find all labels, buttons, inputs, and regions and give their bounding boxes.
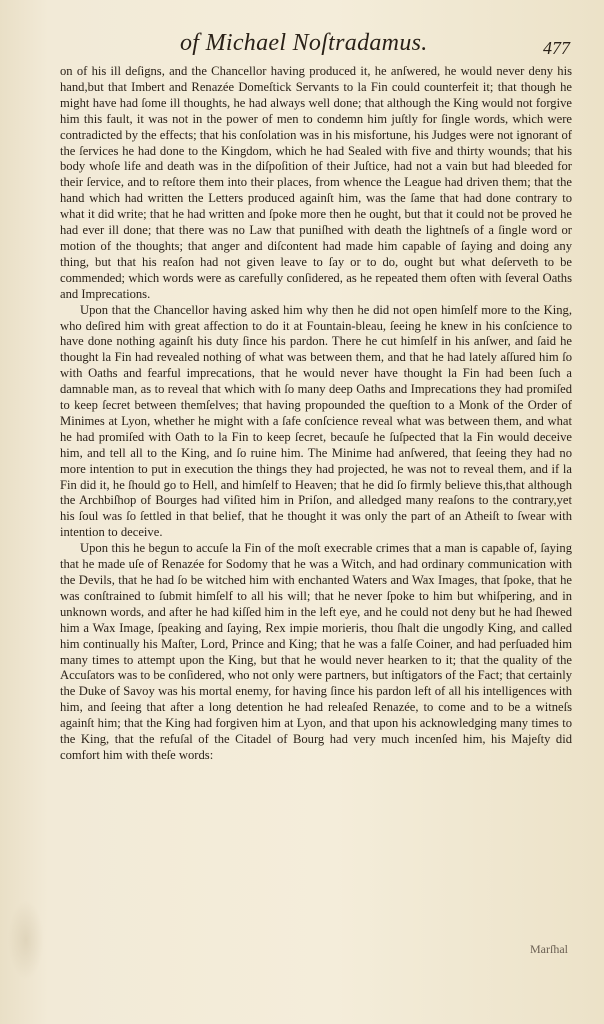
page-number: 477 xyxy=(543,38,570,58)
paragraph-3: Upon this he begun to accuſe la Fin of the moſt execrable crimes that a man is capable of, ſaying that he made uſe of Renazée for Sodomy that he was a Witch, and had ordinary communication with the Devils, that he had ſo be witched him with enchanted Waters and Wax Images, that ſpoke, that he was conſtrained to ſubmit himſelf to all his will; that he never ſpoke to him but whiſpering, and in unknown words, and after he had kiſſed him in the left eye, and he could not deny but he had ſhewed him a Wax Image, ſpeaking and ſaying, Rex impie morieris, thou ſhalt die ungodly King, and called him continually his Maſter, Lord, Prince and King; that he was a falſe Coiner, and had perſuaded him many times to attempt upon the King, but that he would never hearken to it; that the quality of the Accuſators was to be conſidered, who not only were partners, but inſtigators of the Fact; that certainly the Duke of Savoy was his mortal enemy, for having ſince his pardon left of all his intelligences with him, and ſeeing that after a long detention he had releaſed Renazée, to come and to be a witneſs againſt him; that the King had forgiven him at Lyon, and that upon his acknowledging many times to the King, that the refuſal of the Citadel of Bourg had very much incenſed him, his Majeſty did comfort him with theſe words: xyxy=(60,541,572,762)
running-title: of Michael Noſtradamus. xyxy=(180,30,428,56)
paragraph-1: on of his ill deſigns, and the Chancellor having produced it, he anſwered, he would never deny his hand,but that Imbert and Renazée Domeſtick Servants to la Fin could counterfeit it; that though he might have had ſome ill thoughts, he had always well done; that although the King would not forgive him this fault, it was not in the power of men to condemn him juſtly for ſingle words, which were contradicted by the effects; that his conſolation was in his misfortune, his Judges were not ignorant of the ſervices he had done to the Kingdom, which he had Sealed with five and thirty wounds; that his body whoſe life and death was in the diſpoſition of their Juſtice, had not a vain but had bleeded for their ſervice, and to reſtore them into their places, from whence the League had driven them; that the hand which had written the Letters produced againſt him, was the ſame that had done contrary to what it did write; that he had written and ſpoke more then he ought, but that it could not be proved he had ever ill done; that there was no Law that puniſhed with death the lightneſs of a ſingle word or motion of the thoughts; that anger and diſcontent had made him capable of ſaying and doing any thing, but that his reaſon had not given leave to ſay or to do, ought but what deſerveth to be commended; which words were as carefully conſidered, as he repeated them often with ſeveral Oaths and Imprecations. xyxy=(60,64,572,301)
paper-stain xyxy=(8,900,44,980)
page-header xyxy=(60,24,576,64)
catchword: Marſhal xyxy=(530,942,568,956)
body-text xyxy=(60,64,572,764)
paragraph-2: Upon that the Chancellor having asked him why then he did not open himſelf more to the King, who deſired him with great affection to do it at Fountain-bleau, ſeeing he knew in his conſcience to have done nothing againſt his duty ſince his pardon. There he cut himſelf in his anſwer, and ſaid he thought la Fin had revealed nothing of what was between them, and that he had lately aſſured him ſo with Oaths and fearful imprecations, that he would never have thought la Fin had been ſuch a damnable man, as to reveal that which with ſo many deep Oaths and Imprecations they had promiſed to keep ſecret between themſelves; that having propounded the queſtion to a Monk of the Order of Minimes at Lyon, whether he might with a ſafe conſcience reveal what was between them, and what he had promiſed with Oath to la Fin to keep ſecret, becauſe he ſuſpected that la Fin would deceive him, and tell all to the King, and ſo ruine him. The Minime had anſwered, that ſeeing they had no more intention to put in execution the things they had projected, he was not to reveal them, and if la Fin did it, he ſhould go to Hell, and himſelf to Heaven; that he did ſo firmly believe this,that although the Archbiſhop of Bourges had viſited him in Priſon, and alledged many reaſons to the contrary,yet his ſoul was ſo ſettled in that belief, that he thought it was only the part of an Atheiſt to ſwear with intention to deceive. xyxy=(60,302,572,540)
